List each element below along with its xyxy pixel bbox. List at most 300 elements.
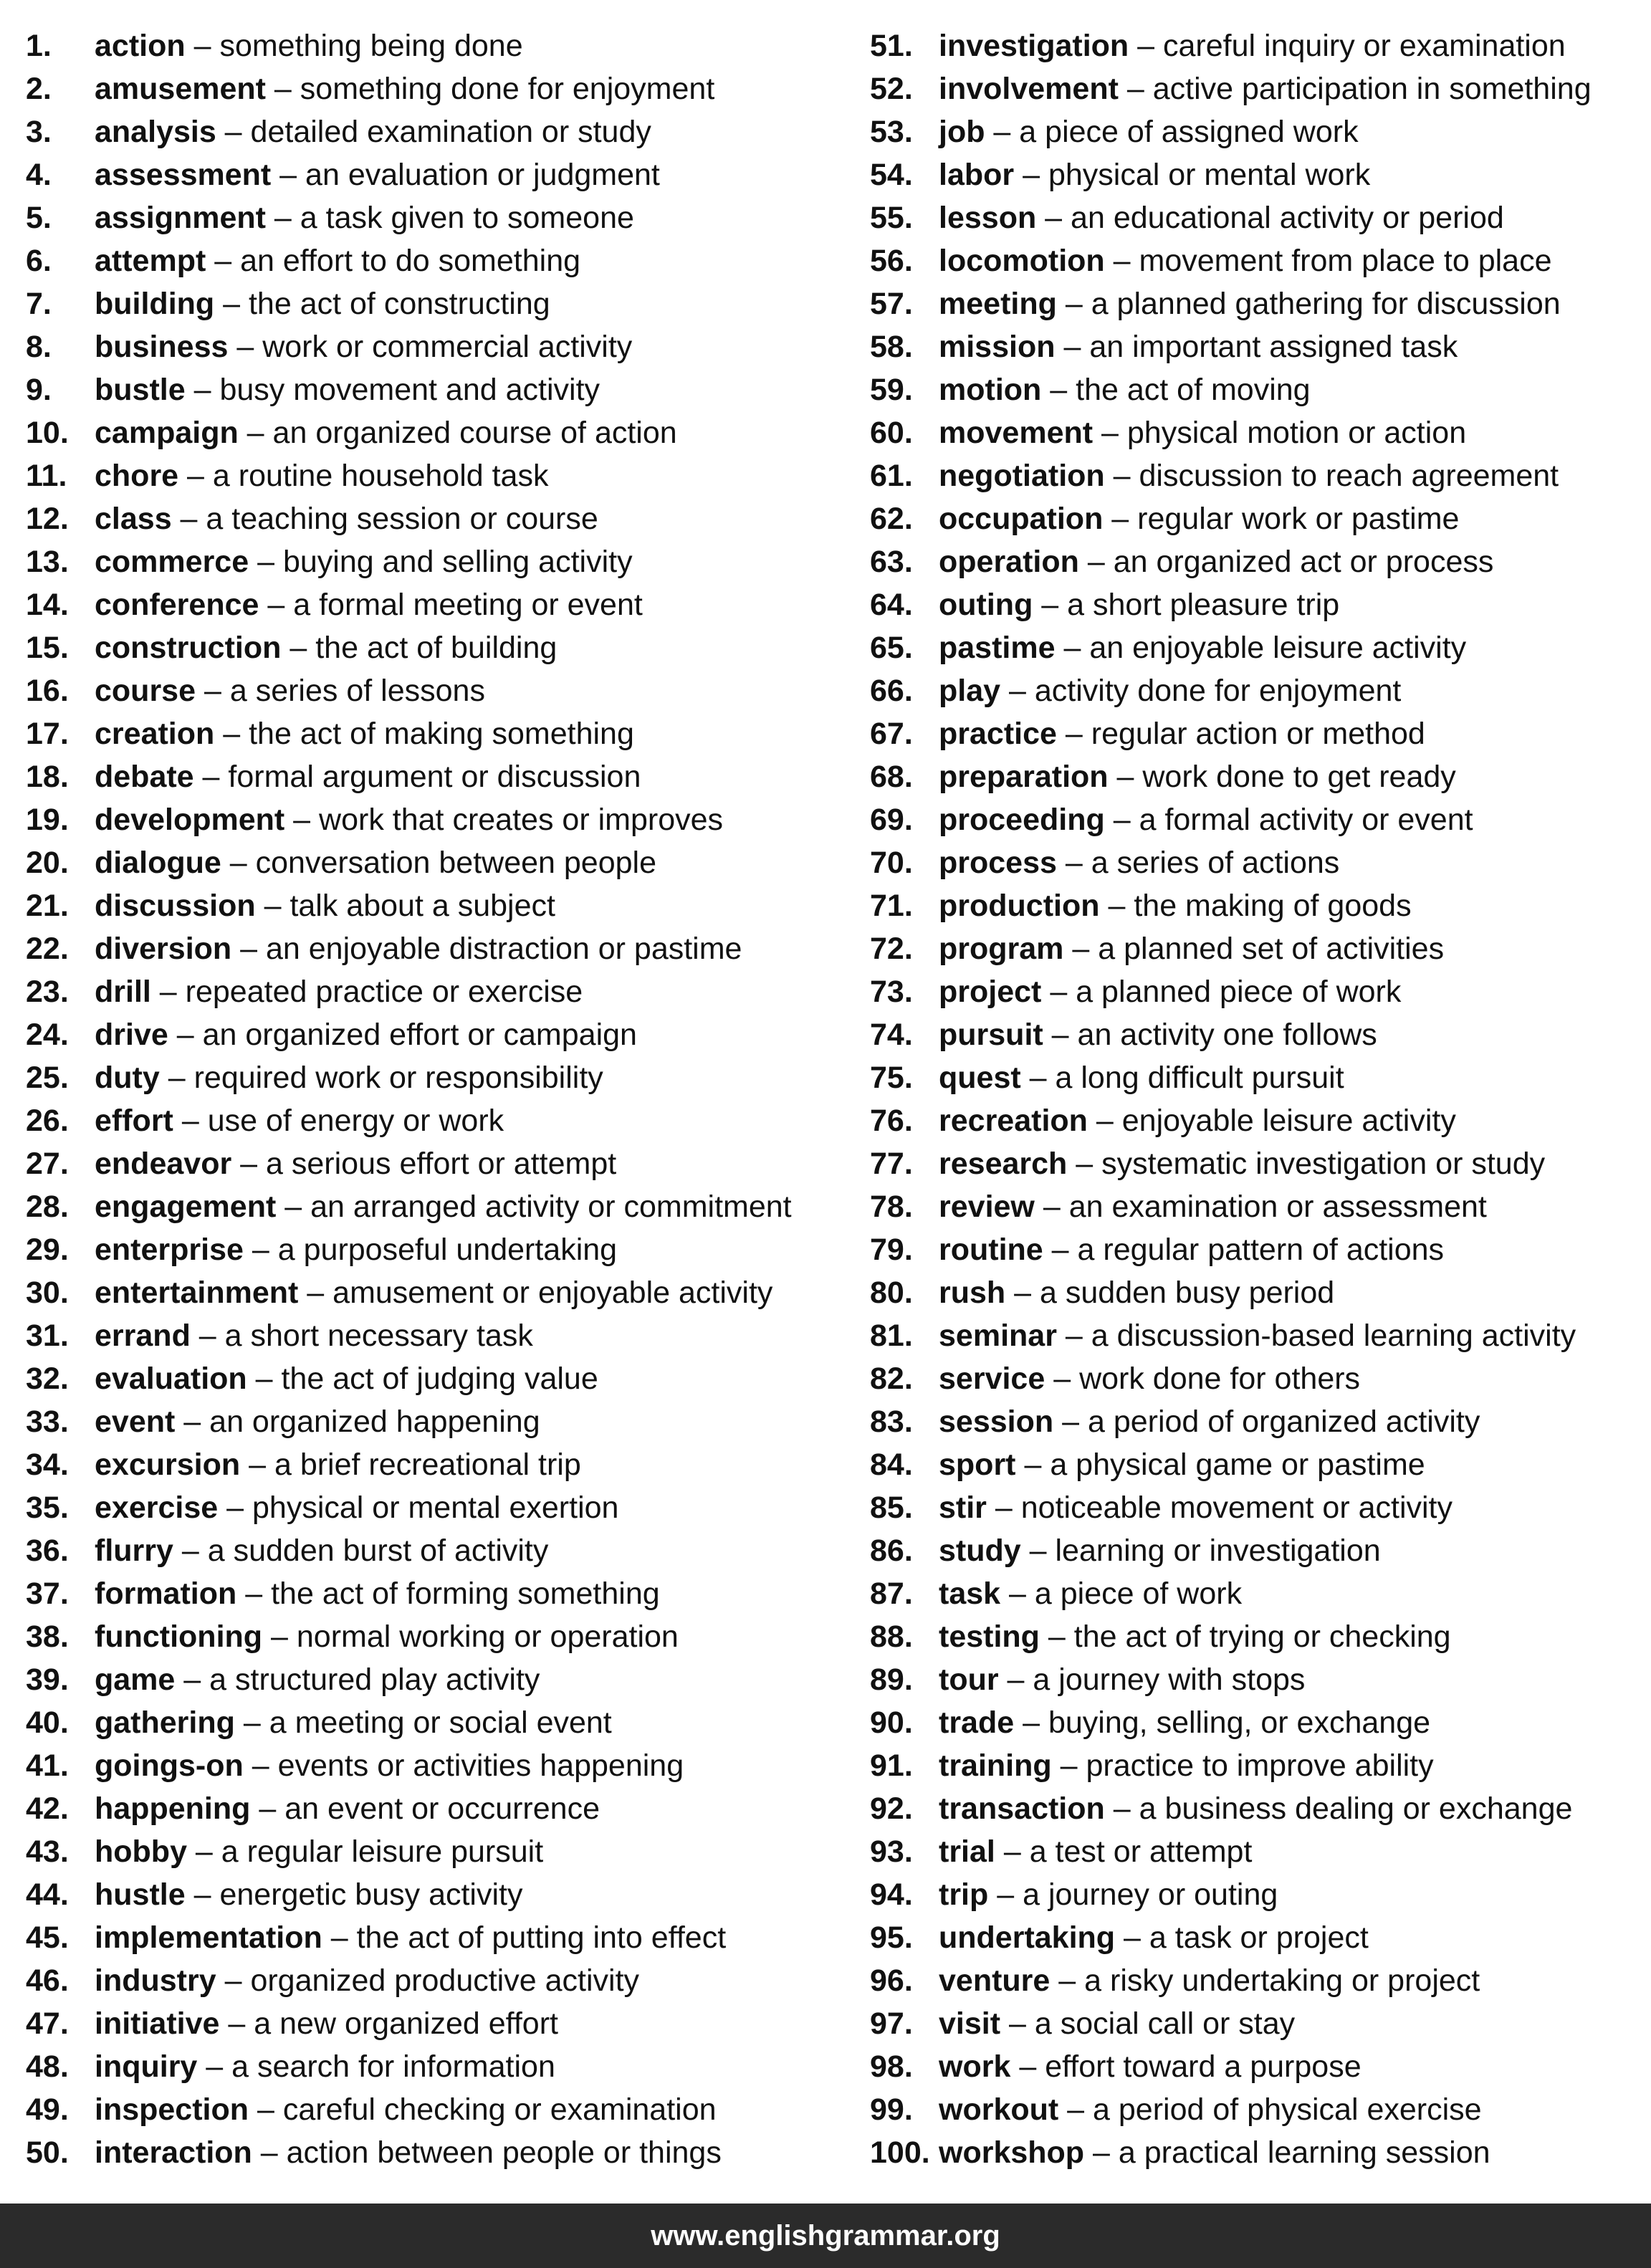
item-word: chore [95, 459, 179, 493]
item-word: event [95, 1405, 176, 1439]
item-separator: – [1104, 1791, 1139, 1826]
item-number: 29. [26, 1233, 69, 1267]
item-number: 74. [870, 1018, 913, 1052]
list-item [26, 1916, 850, 1959]
item-number: 2. [26, 72, 52, 106]
item-word: review [939, 1190, 1035, 1224]
item-definition: a piece of assigned work [1019, 115, 1359, 149]
item-word: work [939, 2049, 1011, 2084]
item-definition: the act of judging value [281, 1362, 598, 1396]
item-separator: – [1093, 416, 1127, 450]
item-definition: the act of putting into effect [356, 1920, 727, 1955]
item-word: course [95, 674, 196, 708]
item-definition: a brief recreational trip [274, 1448, 581, 1482]
item-number: 11. [26, 459, 67, 493]
item-word: labor [939, 158, 1015, 192]
list-item [870, 1056, 1644, 1099]
item-word: lesson [939, 201, 1037, 235]
list-item [870, 368, 1644, 411]
item-separator: – [265, 72, 300, 106]
item-number: 60. [870, 416, 913, 450]
word-list-column-right [870, 24, 1644, 2174]
list-item [26, 2088, 850, 2131]
item-definition: use of energy or work [207, 1104, 504, 1138]
list-item [870, 454, 1644, 497]
item-definition: movement from place to place [1139, 244, 1552, 278]
item-word: pastime [939, 631, 1056, 665]
list-item [870, 1787, 1644, 1830]
item-definition: a risky undertaking or project [1084, 1963, 1480, 1998]
item-definition: a planned piece of work [1076, 975, 1402, 1009]
item-number: 33. [26, 1405, 69, 1439]
item-word: meeting [939, 287, 1057, 321]
item-separator: – [178, 459, 213, 493]
item-word: exercise [95, 1491, 219, 1525]
item-definition: physical or mental work [1048, 158, 1371, 192]
list-item [870, 2002, 1644, 2045]
list-item [870, 2045, 1644, 2088]
item-separator: – [1129, 29, 1164, 63]
item-definition: an evaluation or judgment [305, 158, 660, 192]
item-definition: a new organized effort [254, 2006, 558, 2041]
item-definition: action between people or things [286, 2135, 722, 2170]
item-word: assessment [95, 158, 272, 192]
item-word: investigation [939, 29, 1129, 63]
item-number: 46. [26, 1963, 69, 1998]
item-separator: – [196, 674, 230, 708]
item-number: 76. [870, 1104, 913, 1138]
item-number: 15. [26, 631, 69, 665]
item-separator: – [1050, 1963, 1085, 1998]
list-item [26, 1271, 850, 1314]
item-definition: a short necessary task [224, 1319, 533, 1353]
item-separator: – [284, 803, 320, 837]
item-number: 90. [870, 1705, 913, 1740]
list-item [870, 24, 1644, 67]
item-separator: – [1118, 72, 1153, 106]
item-separator: – [197, 2049, 232, 2084]
list-item [870, 927, 1644, 970]
item-number: 84. [870, 1448, 913, 1482]
item-definition: an enjoyable distraction or pastime [265, 932, 742, 966]
list-item [26, 1228, 850, 1271]
item-word: assignment [95, 201, 266, 235]
item-separator: – [185, 29, 220, 63]
item-separator: – [231, 932, 266, 966]
item-number: 23. [26, 975, 69, 1009]
item-word: seminar [939, 1319, 1057, 1353]
item-definition: regular work or pastime [1137, 502, 1460, 536]
item-word: involvement [939, 72, 1119, 106]
item-number: 85. [870, 1491, 913, 1525]
list-item [26, 67, 850, 110]
list-item [870, 1443, 1644, 1486]
item-word: movement [939, 416, 1094, 450]
item-number: 52. [870, 72, 913, 106]
item-word: action [95, 29, 186, 63]
item-separator: – [1056, 1319, 1091, 1353]
item-definition: a formal activity or event [1139, 803, 1473, 837]
item-number: 80. [870, 1276, 913, 1310]
item-definition: a planned gathering for discussion [1091, 287, 1561, 321]
item-number: 32. [26, 1362, 69, 1396]
list-item [26, 1615, 850, 1658]
item-word: amusement [95, 72, 266, 106]
list-item [870, 1744, 1644, 1787]
list-item [26, 239, 850, 282]
item-definition: an examination or assessment [1068, 1190, 1487, 1224]
item-separator: – [1055, 330, 1090, 364]
item-number: 95. [870, 1920, 913, 1955]
item-definition: a series of lessons [229, 674, 485, 708]
item-number: 100. [870, 2135, 930, 2170]
item-definition: a social call or stay [1034, 2006, 1296, 2041]
item-definition: something being done [219, 29, 523, 63]
item-definition: a test or attempt [1029, 1834, 1253, 1869]
item-number: 48. [26, 2049, 69, 2084]
item-separator: – [216, 1963, 251, 1998]
item-definition: practice to improve ability [1086, 1748, 1434, 1783]
item-word: pursuit [939, 1018, 1043, 1052]
item-definition: normal working or operation [296, 1619, 679, 1654]
item-separator: – [995, 1834, 1030, 1869]
item-separator: – [1108, 760, 1143, 794]
item-definition: the act of forming something [271, 1576, 660, 1611]
item-separator: – [1104, 803, 1139, 837]
list-item [26, 24, 850, 67]
list-item [26, 325, 850, 368]
list-item [870, 841, 1644, 884]
item-definition: physical or mental exertion [252, 1491, 619, 1525]
item-separator: – [206, 244, 241, 278]
list-item [26, 755, 850, 798]
item-word: undertaking [939, 1920, 1116, 1955]
item-word: testing [939, 1619, 1040, 1654]
item-number: 91. [870, 1748, 913, 1783]
item-word: building [95, 287, 215, 321]
item-word: enterprise [95, 1233, 244, 1267]
item-word: industry [95, 1963, 216, 1998]
item-word: entertainment [95, 1276, 299, 1310]
item-number: 47. [26, 2006, 69, 2041]
item-number: 86. [870, 1533, 913, 1568]
item-definition: events or activities happening [277, 1748, 684, 1783]
list-item [870, 1400, 1644, 1443]
item-separator: – [185, 373, 220, 407]
list-item [26, 970, 850, 1013]
item-word: business [95, 330, 229, 364]
list-item [870, 1271, 1644, 1314]
item-word: conference [95, 588, 259, 622]
item-number: 93. [870, 1834, 913, 1869]
item-word: quest [939, 1061, 1021, 1095]
item-word: task [939, 1576, 1001, 1611]
item-separator: – [1020, 1061, 1056, 1095]
item-separator: – [1056, 287, 1091, 321]
item-definition: detailed examination or study [250, 115, 651, 149]
item-definition: a formal meeting or event [293, 588, 643, 622]
item-definition: busy movement and activity [219, 373, 600, 407]
item-separator: – [1041, 975, 1076, 1009]
item-word: operation [939, 545, 1079, 579]
item-number: 53. [870, 115, 913, 149]
item-word: evaluation [95, 1362, 247, 1396]
item-number: 16. [26, 674, 69, 708]
item-word: trade [939, 1705, 1015, 1740]
item-word: debate [95, 760, 194, 794]
list-item [26, 712, 850, 755]
list-item [26, 1873, 850, 1916]
item-number: 31. [26, 1319, 69, 1353]
item-separator: – [1000, 674, 1035, 708]
item-separator: – [986, 1491, 1021, 1525]
list-item [26, 1185, 850, 1228]
item-word: effort [95, 1104, 173, 1138]
item-definition: buying, selling, or exchange [1048, 1705, 1431, 1740]
item-separator: – [1056, 717, 1091, 751]
item-definition: an organized course of action [272, 416, 677, 450]
item-word: class [95, 502, 172, 536]
list-item [26, 282, 850, 325]
item-separator: – [271, 158, 306, 192]
item-number: 36. [26, 1533, 69, 1568]
list-item [26, 540, 850, 583]
item-separator: – [173, 1104, 208, 1138]
item-word: motion [939, 373, 1042, 407]
list-item [870, 1658, 1644, 1701]
item-separator: – [1043, 1233, 1078, 1267]
list-item [26, 1744, 850, 1787]
item-definition: an activity one follows [1077, 1018, 1377, 1052]
item-number: 34. [26, 1448, 69, 1482]
item-definition: amusement or enjoyable activity [332, 1276, 773, 1310]
item-separator: – [1115, 1920, 1149, 1955]
item-separator: – [262, 1619, 297, 1654]
item-word: trial [939, 1834, 995, 1869]
item-definition: a period of physical exercise [1093, 2092, 1482, 2127]
item-number: 19. [26, 803, 69, 837]
list-item [870, 1185, 1644, 1228]
item-definition: an organized act or process [1113, 545, 1494, 579]
list-item [870, 196, 1644, 239]
item-separator: – [1058, 2092, 1094, 2127]
list-item [26, 1830, 850, 1873]
list-item [26, 1142, 850, 1185]
item-separator: – [218, 1491, 252, 1525]
item-number: 66. [870, 674, 913, 708]
list-item [870, 2088, 1644, 2131]
item-word: study [939, 1533, 1021, 1568]
item-separator: – [238, 416, 273, 450]
list-item [870, 755, 1644, 798]
item-separator: – [1055, 631, 1090, 665]
item-definition: repeated practice or exercise [185, 975, 583, 1009]
list-item [870, 669, 1644, 712]
item-word: implementation [95, 1920, 322, 1955]
list-item [870, 1099, 1644, 1142]
list-item [26, 1787, 850, 1830]
item-word: venture [939, 1963, 1051, 1998]
item-word: research [939, 1147, 1068, 1181]
item-number: 37. [26, 1576, 69, 1611]
item-separator: – [186, 1834, 221, 1869]
item-number: 88. [870, 1619, 913, 1654]
item-word: practice [939, 717, 1057, 751]
item-word: process [939, 846, 1057, 880]
item-number: 17. [26, 717, 69, 751]
item-number: 68. [870, 760, 913, 794]
item-definition: a structured play activity [209, 1662, 540, 1697]
item-separator: – [214, 287, 249, 321]
item-definition: formal argument or discussion [228, 760, 641, 794]
item-separator: – [1087, 1104, 1122, 1138]
list-item [870, 1529, 1644, 1572]
item-separator: – [173, 1533, 208, 1568]
item-word: attempt [95, 244, 206, 278]
list-item [870, 239, 1644, 282]
list-item [870, 970, 1644, 1013]
item-separator: – [175, 1405, 210, 1439]
item-word: duty [95, 1061, 160, 1095]
list-item [26, 1658, 850, 1701]
item-definition: the making of goods [1134, 889, 1412, 923]
item-number: 98. [870, 2049, 913, 2084]
item-separator: – [1104, 459, 1139, 493]
item-separator: – [193, 760, 229, 794]
item-number: 10. [26, 416, 69, 450]
item-definition: work done to get ready [1142, 760, 1456, 794]
item-number: 28. [26, 1190, 69, 1224]
item-separator: – [298, 1276, 333, 1310]
item-number: 40. [26, 1705, 69, 1740]
item-definition: a practical learning session [1118, 2135, 1490, 2170]
item-word: bustle [95, 373, 186, 407]
item-separator: – [1099, 889, 1134, 923]
list-item [870, 110, 1644, 153]
item-number: 75. [870, 1061, 913, 1095]
list-item [870, 1873, 1644, 1916]
item-number: 71. [870, 889, 913, 923]
item-definition: careful inquiry or examination [1163, 29, 1566, 63]
item-word: creation [95, 717, 215, 751]
item-separator: – [1041, 373, 1076, 407]
item-number: 87. [870, 1576, 913, 1611]
list-item [26, 196, 850, 239]
item-number: 81. [870, 1319, 913, 1353]
item-number: 96. [870, 1963, 913, 1998]
item-word: diversion [95, 932, 232, 966]
item-number: 13. [26, 545, 69, 579]
list-item [26, 368, 850, 411]
item-word: transaction [939, 1791, 1105, 1826]
item-definition: activity done for enjoyment [1034, 674, 1402, 708]
item-separator: – [1015, 1448, 1051, 1482]
item-number: 38. [26, 1619, 69, 1654]
item-number: 3. [26, 115, 52, 149]
item-separator: – [1014, 158, 1048, 192]
item-definition: effort toward a purpose [1045, 2049, 1362, 2084]
item-separator: – [236, 1576, 272, 1611]
item-number: 20. [26, 846, 69, 880]
list-item [870, 1228, 1644, 1271]
item-definition: careful checking or examination [282, 2092, 717, 2127]
item-definition: physical motion or action [1126, 416, 1467, 450]
list-item [870, 325, 1644, 368]
item-separator: – [281, 631, 316, 665]
item-word: errand [95, 1319, 191, 1353]
item-separator: – [150, 975, 186, 1009]
item-definition: a regular pattern of actions [1077, 1233, 1445, 1267]
item-definition: conversation between people [255, 846, 657, 880]
list-item [870, 153, 1644, 196]
item-definition: an effort to do something [240, 244, 581, 278]
item-word: locomotion [939, 244, 1105, 278]
item-definition: the act of building [315, 631, 557, 665]
item-separator: – [998, 1662, 1033, 1697]
item-definition: a task or project [1149, 1920, 1369, 1955]
item-separator: – [219, 2006, 254, 2041]
item-separator: – [231, 1147, 267, 1181]
item-separator: – [247, 1362, 282, 1396]
item-word: visit [939, 2006, 1001, 2041]
item-number: 82. [870, 1362, 913, 1396]
list-item [26, 1959, 850, 2002]
item-number: 5. [26, 201, 52, 235]
item-number: 24. [26, 1018, 69, 1052]
item-word: recreation [939, 1104, 1088, 1138]
item-definition: a discussion-based learning activity [1091, 1319, 1576, 1353]
item-definition: work that creates or improves [319, 803, 724, 837]
item-word: preparation [939, 760, 1109, 794]
item-separator: – [250, 1791, 285, 1826]
item-number: 12. [26, 502, 69, 536]
item-definition: the act of constructing [248, 287, 550, 321]
item-separator: – [240, 1448, 274, 1482]
list-item [870, 1916, 1644, 1959]
list-item [870, 2131, 1644, 2174]
item-definition: a meeting or social event [269, 1705, 612, 1740]
item-number: 6. [26, 244, 52, 278]
item-number: 78. [870, 1190, 913, 1224]
list-item [870, 1615, 1644, 1658]
list-item [870, 583, 1644, 626]
item-number: 42. [26, 1791, 69, 1826]
item-separator: – [249, 2092, 283, 2127]
item-number: 65. [870, 631, 913, 665]
list-item [26, 884, 850, 927]
list-item [26, 1357, 850, 1400]
list-item [26, 153, 850, 196]
item-definition: a physical game or pastime [1050, 1448, 1425, 1482]
item-word: drive [95, 1018, 168, 1052]
item-separator: – [259, 588, 294, 622]
item-number: 50. [26, 2135, 69, 2170]
item-word: proceeding [939, 803, 1105, 837]
item-number: 39. [26, 1662, 69, 1697]
list-item [26, 1486, 850, 1529]
item-definition: a planned set of activities [1098, 932, 1445, 966]
item-word: training [939, 1748, 1052, 1783]
item-word: dialogue [95, 846, 221, 880]
item-separator: – [190, 1319, 225, 1353]
item-definition: enjoyable leisure activity [1121, 1104, 1456, 1138]
item-word: initiative [95, 2006, 220, 2041]
item-number: 25. [26, 1061, 69, 1095]
item-separator: – [168, 1018, 203, 1052]
word-list-column-left [26, 24, 850, 2174]
item-separator: – [276, 1190, 311, 1224]
item-number: 97. [870, 2006, 913, 2041]
